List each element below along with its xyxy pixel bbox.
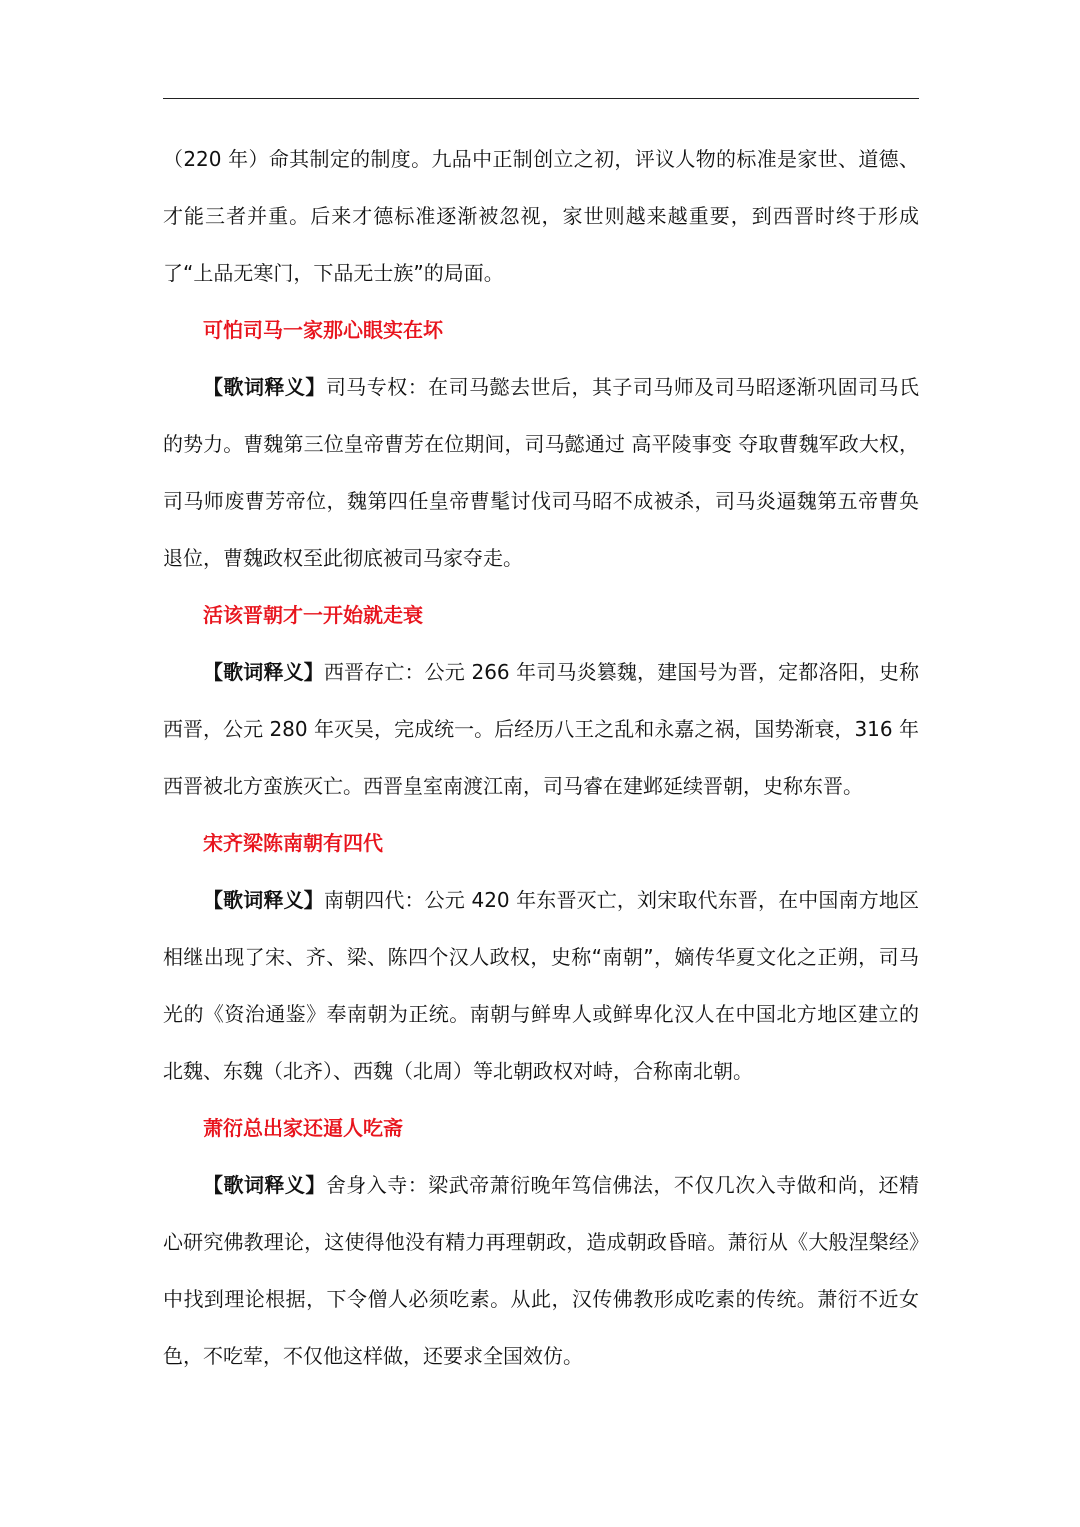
intro-paragraph: （220 年）命其制定的制度。九品中正制创立之初，评议人物的标准是家世、道德、才能三者并重。后来才德标准逐渐被忽视，家世则越来越重要，到西晋时终于形成了“上品无寒门，下品无士族”的局面。: [163, 147, 919, 285]
lyric-heading: 萧衍总出家还逼人吃斋: [203, 1116, 403, 1140]
lyric-explanation: [163, 1157, 919, 1385]
lyric-explanation: [163, 872, 919, 1100]
explanation-text: 南朝四代：公元 420 年东晋灭亡，刘宋取代东晋，在中国南方地区相继出现了宋、齐、梁、陈四个汉人政权，史称“南朝”，嫡传华夏文化之正朔，司马光的《资治通鉴》奉南朝为正统。南朝与鲜卑人或鲜卑化汉人在中国北方地区建立的北魏、东魏（北齐）、西魏（北周）等北朝政权对峙，合称南北朝。: [163, 888, 920, 1083]
header-rule: [163, 98, 919, 99]
explanation-text: 司马专权：在司马懿去世后，其子司马师及司马昭逐渐巩固司马氏的势力。曹魏第三位皇帝曹芳在位期间，司马懿通过 高平陵事变 夺取曹魏军政大权，司马师废曹芳帝位，魏第四任皇帝曹髦讨伐司马昭不成被杀，司马炎逼魏第五帝曹奂退位，曹魏政权至此彻底被司马家夺走。: [163, 375, 920, 570]
explanation-label: 【歌词释义】: [203, 1173, 326, 1197]
explanation-text: 西晋存亡：公元 266 年司马炎篡魏，建国号为晋，定都洛阳，史称西晋，公元 280 年灭吴，完成统一。后经历八王之乱和永嘉之祸，国势渐衰，316 年西晋被北方蛮族灭亡。西晋皇室南渡江南，司马睿在建邺延续晋朝，史称东晋。: [163, 660, 920, 798]
explanation-text: 舍身入寺：梁武帝萧衍晚年笃信佛法，不仅几次入寺做和尚，还精心研究佛教理论，这使得他没有精力再理朝政，造成朝政昏暗。萧衍从《大般涅槃经》中找到理论根据，下令僧人必须吃素。从此，汉传佛教形成吃素的传统。萧衍不近女色，不吃荤，不仅他这样做，还要求全国效仿。: [163, 1173, 920, 1368]
lyric-heading: 宋齐梁陈南朝有四代: [203, 831, 383, 855]
lyric-explanation: [163, 359, 919, 587]
explanation-label: 【歌词释义】: [203, 375, 326, 399]
lyric-explanation: [163, 644, 919, 815]
explanation-label: 【歌词释义】: [203, 660, 324, 684]
lyric-heading: 可怕司马一家那心眼实在坏: [203, 318, 443, 342]
explanation-label: 【歌词释义】: [203, 888, 324, 912]
document-body: [163, 131, 919, 1385]
lyric-heading: 活该晋朝才一开始就走衰: [203, 603, 423, 627]
